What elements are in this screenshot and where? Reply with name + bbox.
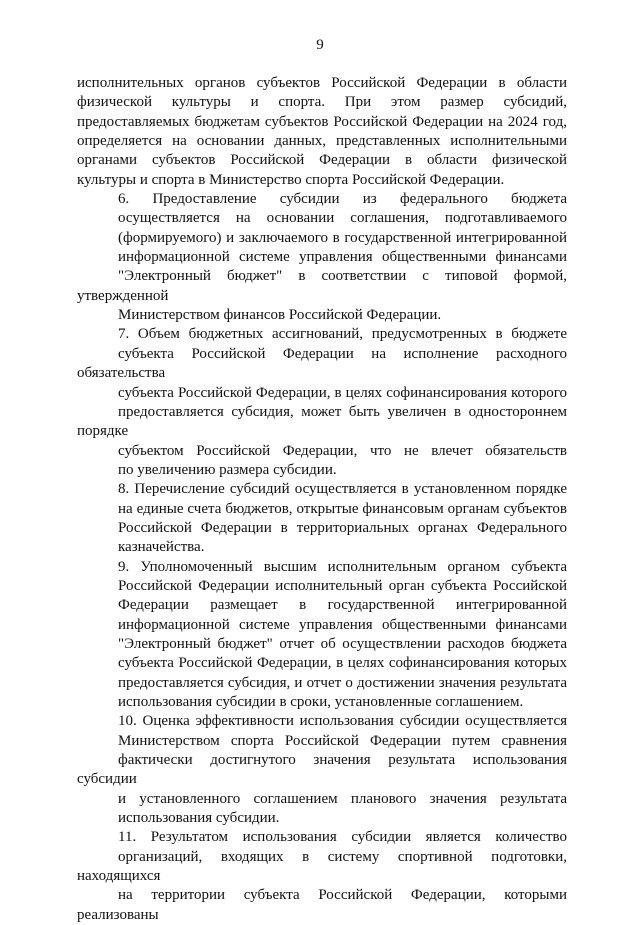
document-body [77, 74, 567, 925]
text-line: субъекта Российской Федерации, в целях софинансирования которого [118, 384, 567, 401]
text-line: использования субсидии. [118, 810, 280, 827]
text-line: информационной системе управления общественными финансами [118, 616, 567, 633]
paragraph [77, 74, 567, 190]
text-line: использования субсидии в сроки, установленные соглашением. [118, 694, 524, 710]
text-line: определяется на основании данных, представленных исполнительными [77, 133, 567, 150]
text-line: Федерации размещает в государственной интегрированной [118, 597, 567, 614]
text-line: 9. Уполномоченный высшим исполнительным органом субъекта [118, 558, 567, 575]
paragraph-11 [77, 828, 567, 925]
text-line: культуры и спорта в Министерство спорта Российской Федерации. [77, 171, 505, 188]
paragraph-9 [77, 558, 567, 713]
text-line: субъекта Российской Федерации на исполнение расходного обязательства [77, 345, 567, 382]
text-line: исполнительных органов субъектов Российской Федерации в области [77, 75, 567, 91]
text-line: "Электронный бюджет" в соответствии с типовой формой, утвержденной [77, 268, 567, 304]
paragraph-8 [77, 480, 567, 557]
text-line: предоставляемых бюджетам субъектов Российской Федерации на 2024 год, [77, 113, 567, 130]
text-line: физической культуры и спорта. При этом размер субсидий, [77, 94, 567, 111]
page-number: 9 [316, 37, 324, 53]
text-line: 8. Перечисление субсидий осуществляется в установленном порядке [118, 481, 567, 498]
text-line: "Электронный бюджет" отчет об осуществлении расходов бюджета [118, 635, 567, 652]
text-line: 11. Результатом использования субсидии является количество [118, 829, 567, 846]
text-line: Российской Федерации исполнительный орган субъекта Российской [118, 577, 567, 594]
text-line: Министерством спорта Российской Федерации путем сравнения [118, 732, 567, 749]
text-line: (формируемого) и заключаемого в государственной интегрированной [118, 229, 567, 246]
text-line: на территории субъекта Российской Федерации, которыми реализованы [77, 887, 567, 923]
text-line: Министерством финансов Российской Федерации. [118, 307, 442, 324]
text-line: 10. Оценка эффективности использования субсидии осуществляется [118, 713, 567, 730]
text-line: казначейства. [118, 539, 205, 556]
text-line: фактически достигнутого значения результата использования субсидии [77, 752, 567, 788]
text-line: предоставляется субсидия, может быть увеличен в одностороннем порядке [77, 403, 567, 440]
text-line: информационной системе управления общественными финансами [118, 249, 567, 266]
text-line: предоставляется субсидия, и отчет о достижении значения результата [118, 674, 567, 691]
text-line: 6. Предоставление субсидии из федерального бюджета [118, 191, 567, 208]
paragraph-10 [77, 712, 567, 828]
text-line: 7. Объем бюджетных ассигнований, предусмотренных в бюджете [118, 326, 567, 343]
text-line: по увеличению размера субсидии. [118, 461, 337, 478]
text-line: Российской Федерации в территориальных органах Федерального [118, 519, 567, 536]
paragraph-7 [77, 325, 567, 480]
text-line: субъектом Российской Федерации, что не влечет обязательств [118, 442, 567, 459]
text-line: субъекта Российской Федерации, в целях софинансирования которых [118, 655, 567, 672]
text-line: осуществляется на основании соглашения, подготавливаемого [118, 210, 567, 227]
text-line: организаций, входящих в систему спортивной подготовки, находящихся [77, 848, 567, 885]
text-line: на единые счета бюджетов, открытые финансовым органам субъектов [118, 500, 567, 517]
text-line: органами субъектов Российской Федерации в области физической [77, 152, 567, 169]
text-line: и установленного соглашением планового значения результата [118, 790, 567, 807]
paragraph-6 [77, 190, 567, 325]
